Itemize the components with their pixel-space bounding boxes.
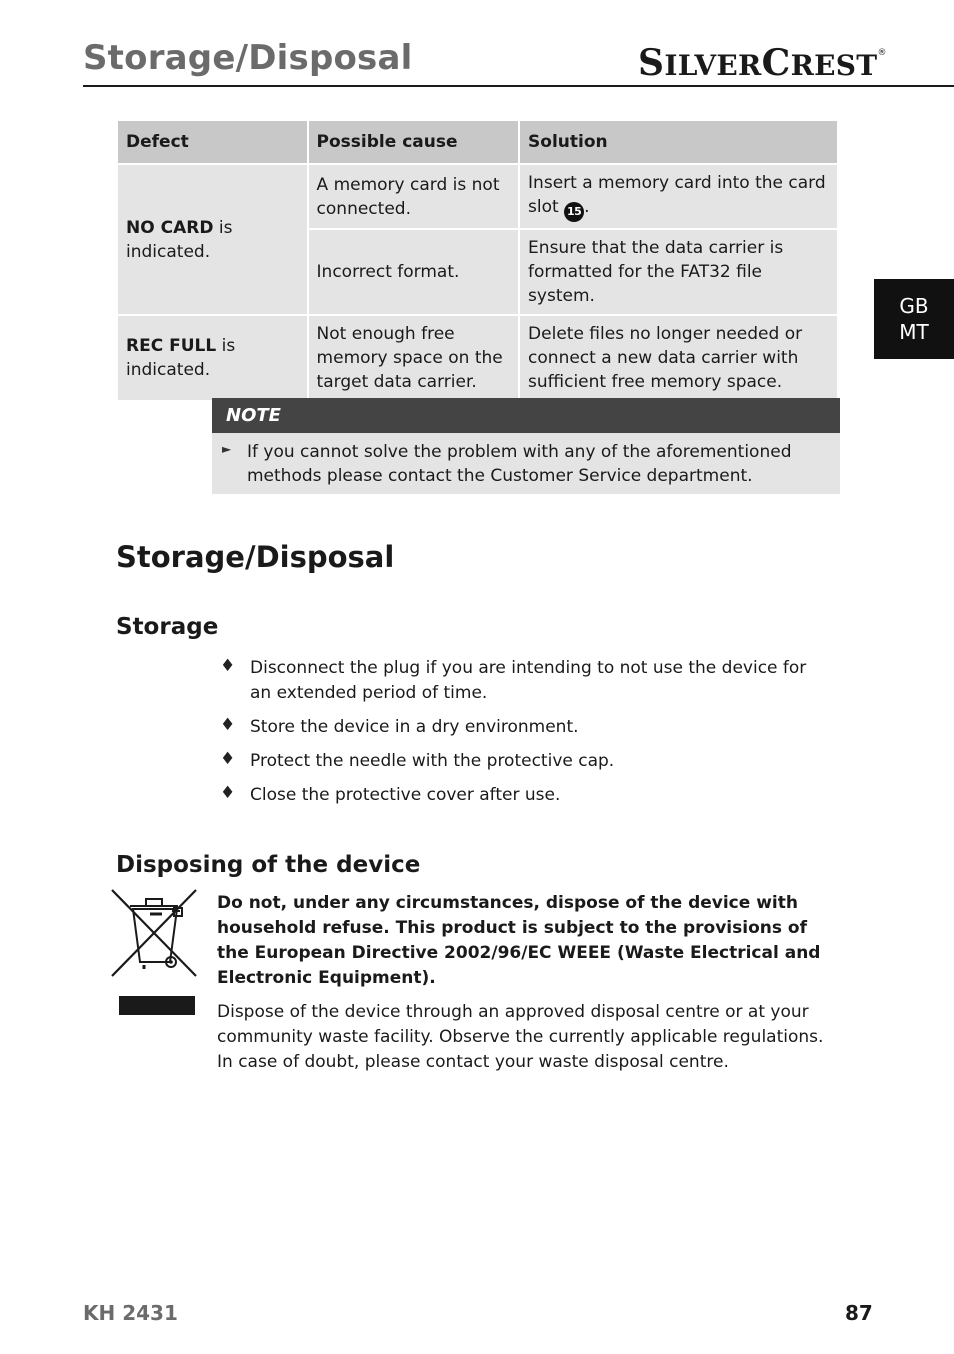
disposal-warning-text: Do not, under any circumstances, dispose of the device with household refuse. This product is subject to the provisions of the European Directive 2002/96/EC WEEE (Waste Electrical and Electronic Equipment).: [217, 893, 821, 988]
footer-page-number: 87: [845, 1301, 873, 1325]
note-title: NOTE: [212, 398, 840, 433]
list-item: Protect the needle with the protective cap.: [250, 751, 615, 771]
diamond-bullet-icon: ♦: [220, 783, 236, 803]
table-row: [117, 315, 838, 401]
language-code-gb: GB: [899, 294, 929, 318]
list-item: Disconnect the plug if you are intending to not use the device for an extended period of time.: [250, 658, 807, 703]
language-tab: [874, 279, 954, 359]
diamond-bullet-icon: ♦: [220, 749, 236, 769]
header-rule: [83, 85, 954, 87]
card-slot-reference-badge: 15: [564, 202, 584, 222]
table-row: [117, 164, 838, 229]
troubleshooting-table: [116, 119, 839, 402]
disposal-instructions-text: Dispose of the device through an approved disposal centre or at your community waste facility. Observe the currently applicable regulations. In case of doubt, please contact your waste disposal centre.: [217, 1002, 824, 1072]
defect-cell: NO CARD is indicated.: [117, 164, 308, 315]
cause-cell: A memory card is not connected.: [308, 164, 520, 229]
column-header-defect: Defect: [117, 120, 308, 164]
page-header-title: Storage/Disposal: [83, 38, 413, 78]
weee-crossed-bin-icon: [108, 884, 200, 1020]
table-header-row: [117, 120, 838, 164]
cause-cell: Not enough free memory space on the target data carrier.: [308, 315, 520, 401]
list-item: Store the device in a dry environment.: [250, 717, 579, 737]
list-item: Close the protective cover after use.: [250, 785, 561, 805]
disposal-heading: Disposing of the device: [116, 852, 421, 878]
solution-cell: Insert a memory card into the card slot 15 .: [519, 164, 838, 229]
storage-heading: Storage: [116, 614, 219, 640]
footer-model-number: KH 2431: [83, 1301, 178, 1325]
note-text: If you cannot solve the problem with any of the aforementioned methods please contact the Customer Service department.: [247, 442, 792, 486]
defect-cell: REC FULL is indicated.: [117, 315, 308, 401]
column-header-cause: Possible cause: [308, 120, 520, 164]
arrow-bullet-icon: ►: [222, 442, 232, 456]
solution-cell: Ensure that the data carrier is formatted for the FAT32 file system.: [519, 229, 838, 315]
section-title: Storage/Disposal: [116, 540, 395, 574]
diamond-bullet-icon: ♦: [220, 715, 236, 735]
diamond-bullet-icon: ♦: [220, 656, 236, 676]
cause-cell: Incorrect format.: [308, 229, 520, 315]
column-header-solution: Solution: [519, 120, 838, 164]
solution-cell: Delete files no longer needed or connect a new data carrier with sufficient free memory space.: [519, 315, 838, 401]
language-code-mt: MT: [899, 320, 929, 344]
silvercrest-logo: SILVERCREST®: [638, 42, 887, 84]
